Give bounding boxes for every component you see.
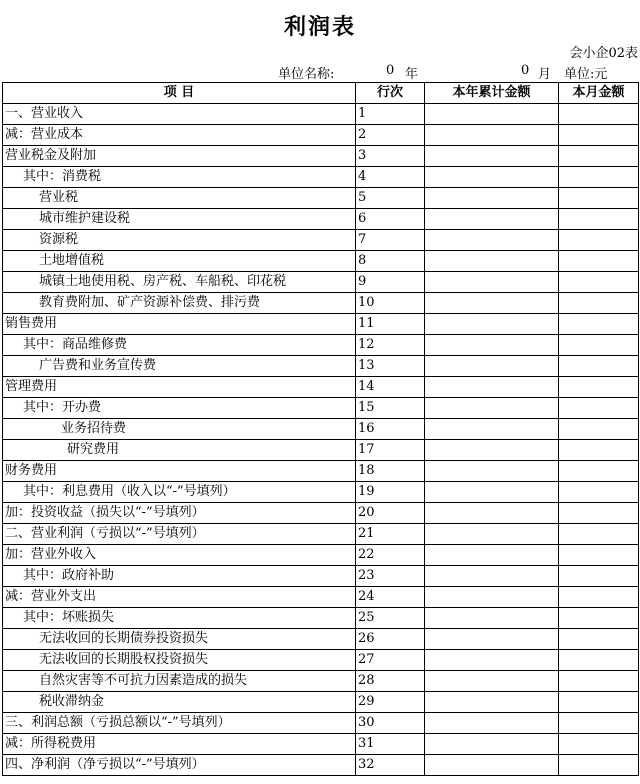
ytd-amount-cell[interactable] [425, 545, 559, 566]
table-row [3, 125, 639, 146]
table-row [3, 356, 639, 377]
table-row [3, 629, 639, 650]
ytd-amount-cell[interactable] [425, 692, 559, 713]
ytd-amount-cell[interactable] [425, 104, 559, 125]
ytd-amount-cell[interactable] [425, 398, 559, 419]
row-line-no: 4 [356, 167, 425, 188]
row-label: 四、净利润（净亏损以“-”号填列） [3, 755, 356, 776]
table-row [3, 230, 639, 251]
month-amount-cell[interactable] [559, 734, 639, 755]
page-title: 利润表 [283, 14, 356, 40]
table-row [3, 440, 639, 461]
row-label: 加：投资收益（损失以“-”号填列） [3, 503, 356, 524]
ytd-amount-cell[interactable] [425, 650, 559, 671]
row-line-no: 23 [356, 566, 425, 587]
row-line-no: 12 [356, 335, 425, 356]
table-row [3, 503, 639, 524]
ytd-amount-cell[interactable] [425, 755, 559, 776]
row-line-no: 10 [356, 293, 425, 314]
month-amount-cell[interactable] [559, 104, 639, 125]
month-amount-cell[interactable] [559, 293, 639, 314]
ytd-amount-cell[interactable] [425, 167, 559, 188]
row-label: 教育费附加、矿产资源补偿费、排污费 [3, 293, 356, 314]
month-amount-cell[interactable] [559, 461, 639, 482]
row-label: 其中：商品维修费 [3, 335, 356, 356]
table-row [3, 671, 639, 692]
header-item: 项 目 [3, 83, 356, 104]
table-row [3, 251, 639, 272]
month-amount-cell[interactable] [559, 650, 639, 671]
table-row [3, 419, 639, 440]
row-label: 三、利润总额（亏损总额以“-”号填列） [3, 713, 356, 734]
table-row [3, 587, 639, 608]
table-row [3, 524, 639, 545]
row-label: 销售费用 [3, 314, 356, 335]
table-row [3, 608, 639, 629]
ytd-amount-cell[interactable] [425, 272, 559, 293]
ytd-amount-cell[interactable] [425, 503, 559, 524]
row-line-no: 31 [356, 734, 425, 755]
row-label: 城市维护建设税 [3, 209, 356, 230]
ytd-amount-cell[interactable] [425, 314, 559, 335]
ytd-amount-cell[interactable] [425, 356, 559, 377]
table-row [3, 167, 639, 188]
ytd-amount-cell[interactable] [425, 608, 559, 629]
month-amount-cell[interactable] [559, 755, 639, 776]
row-line-no: 1 [356, 104, 425, 125]
month-label: 月 [538, 67, 552, 82]
row-line-no: 15 [356, 398, 425, 419]
ytd-amount-cell[interactable] [425, 188, 559, 209]
row-label: 加：营业外收入 [3, 545, 356, 566]
row-label: 减：营业外支出 [3, 587, 356, 608]
row-label: 财务费用 [3, 461, 356, 482]
ytd-amount-cell[interactable] [425, 461, 559, 482]
ytd-amount-cell[interactable] [425, 629, 559, 650]
month-amount-cell[interactable] [559, 482, 639, 503]
ytd-amount-cell[interactable] [425, 440, 559, 461]
ytd-amount-cell[interactable] [425, 335, 559, 356]
row-label: 管理费用 [3, 377, 356, 398]
table-row [3, 104, 639, 125]
row-label: 广告费和业务宣传费 [3, 356, 356, 377]
row-label: 营业税 [3, 188, 356, 209]
table-row [3, 734, 639, 755]
row-label: 营业税金及附加 [3, 146, 356, 167]
month-amount-cell[interactable] [559, 335, 639, 356]
month-amount-cell[interactable] [559, 167, 639, 188]
month-amount-cell[interactable] [559, 440, 639, 461]
row-line-no: 29 [356, 692, 425, 713]
ytd-amount-cell[interactable] [425, 251, 559, 272]
month-amount-cell[interactable] [559, 587, 639, 608]
month-amount-cell[interactable] [559, 125, 639, 146]
ytd-amount-cell[interactable] [425, 566, 559, 587]
year-label: 年 [405, 67, 419, 82]
table-row [3, 146, 639, 167]
unit-name-label: 单位名称: [278, 67, 335, 82]
row-line-no: 14 [356, 377, 425, 398]
month-amount-cell[interactable] [559, 629, 639, 650]
ytd-amount-cell[interactable] [425, 482, 559, 503]
row-label: 税收滞纳金 [3, 692, 356, 713]
row-label: 其中：利息费用（收入以“-”号填列） [3, 482, 356, 503]
table-row [3, 755, 639, 776]
month-amount-cell[interactable] [559, 419, 639, 440]
month-amount-cell[interactable] [559, 692, 639, 713]
table-row [3, 461, 639, 482]
row-label: 业务招待费 [3, 419, 356, 440]
row-line-no: 30 [356, 713, 425, 734]
row-line-no: 6 [356, 209, 425, 230]
row-line-no: 7 [356, 230, 425, 251]
month-amount-cell[interactable] [559, 524, 639, 545]
table-row [3, 188, 639, 209]
table-row [3, 692, 639, 713]
month-amount-cell[interactable] [559, 188, 639, 209]
row-line-no: 22 [356, 545, 425, 566]
table-row [3, 398, 639, 419]
month-amount-cell[interactable] [559, 272, 639, 293]
month-amount-cell[interactable] [559, 356, 639, 377]
ytd-amount-cell[interactable] [425, 125, 559, 146]
row-label: 资源税 [3, 230, 356, 251]
form-code: 会小企02表 [569, 46, 638, 61]
income-statement-table [2, 82, 639, 776]
row-label: 减：所得税费用 [3, 734, 356, 755]
month-value: 0 [521, 63, 530, 78]
report-meta [0, 63, 640, 81]
row-line-no: 27 [356, 650, 425, 671]
table-row [3, 209, 639, 230]
month-amount-cell[interactable] [559, 314, 639, 335]
row-line-no: 20 [356, 503, 425, 524]
table-row [3, 566, 639, 587]
row-line-no: 3 [356, 146, 425, 167]
month-amount-cell[interactable] [559, 503, 639, 524]
table-row [3, 314, 639, 335]
row-line-no: 25 [356, 608, 425, 629]
month-amount-cell[interactable] [559, 713, 639, 734]
row-line-no: 16 [356, 419, 425, 440]
table-row [3, 377, 639, 398]
month-amount-cell[interactable] [559, 146, 639, 167]
ytd-amount-cell[interactable] [425, 419, 559, 440]
row-label: 其中：政府补助 [3, 566, 356, 587]
row-label: 无法收回的长期债券投资损失 [3, 629, 356, 650]
ytd-amount-cell[interactable] [425, 230, 559, 251]
table-row [3, 335, 639, 356]
ytd-amount-cell[interactable] [425, 209, 559, 230]
month-amount-cell[interactable] [559, 251, 639, 272]
header-ytd-amount: 本年累计金额 [425, 83, 559, 104]
row-line-no: 18 [356, 461, 425, 482]
month-amount-cell[interactable] [559, 566, 639, 587]
header-line-no: 行次 [356, 83, 425, 104]
currency-label: 单位:元 [564, 67, 608, 82]
header-row [3, 83, 639, 104]
ytd-amount-cell[interactable] [425, 587, 559, 608]
table-row [3, 545, 639, 566]
month-amount-cell[interactable] [559, 671, 639, 692]
header-month-amount: 本月金额 [559, 83, 639, 104]
row-line-no: 28 [356, 671, 425, 692]
month-amount-cell[interactable] [559, 608, 639, 629]
row-label: 土地增值税 [3, 251, 356, 272]
row-line-no: 17 [356, 440, 425, 461]
table-row [3, 272, 639, 293]
row-label: 其中：开办费 [3, 398, 356, 419]
row-line-no: 24 [356, 587, 425, 608]
table-row [3, 482, 639, 503]
row-line-no: 32 [356, 755, 425, 776]
ytd-amount-cell[interactable] [425, 146, 559, 167]
row-label: 研究费用 [3, 440, 356, 461]
row-line-no: 13 [356, 356, 425, 377]
row-label: 其中：消费税 [3, 167, 356, 188]
row-line-no: 21 [356, 524, 425, 545]
row-label: 二、营业利润（亏损以“-”号填列） [3, 524, 356, 545]
row-line-no: 2 [356, 125, 425, 146]
ytd-amount-cell[interactable] [425, 734, 559, 755]
row-label: 一、营业收入 [3, 104, 356, 125]
ytd-amount-cell[interactable] [425, 524, 559, 545]
month-amount-cell[interactable] [559, 377, 639, 398]
month-amount-cell[interactable] [559, 398, 639, 419]
year-value: 0 [386, 63, 395, 78]
row-line-no: 8 [356, 251, 425, 272]
ytd-amount-cell[interactable] [425, 713, 559, 734]
row-line-no: 5 [356, 188, 425, 209]
ytd-amount-cell[interactable] [425, 671, 559, 692]
ytd-amount-cell[interactable] [425, 377, 559, 398]
month-amount-cell[interactable] [559, 209, 639, 230]
row-line-no: 9 [356, 272, 425, 293]
ytd-amount-cell[interactable] [425, 293, 559, 314]
month-amount-cell[interactable] [559, 545, 639, 566]
row-label: 无法收回的长期股权投资损失 [3, 650, 356, 671]
row-label: 城镇土地使用税、房产税、车船税、印花税 [3, 272, 356, 293]
row-label: 自然灾害等不可抗力因素造成的损失 [3, 671, 356, 692]
row-label: 减：营业成本 [3, 125, 356, 146]
table-row [3, 713, 639, 734]
row-line-no: 11 [356, 314, 425, 335]
row-line-no: 19 [356, 482, 425, 503]
row-line-no: 26 [356, 629, 425, 650]
row-label: 其中：坏账损失 [3, 608, 356, 629]
table-row [3, 293, 639, 314]
month-amount-cell[interactable] [559, 230, 639, 251]
table-row [3, 650, 639, 671]
